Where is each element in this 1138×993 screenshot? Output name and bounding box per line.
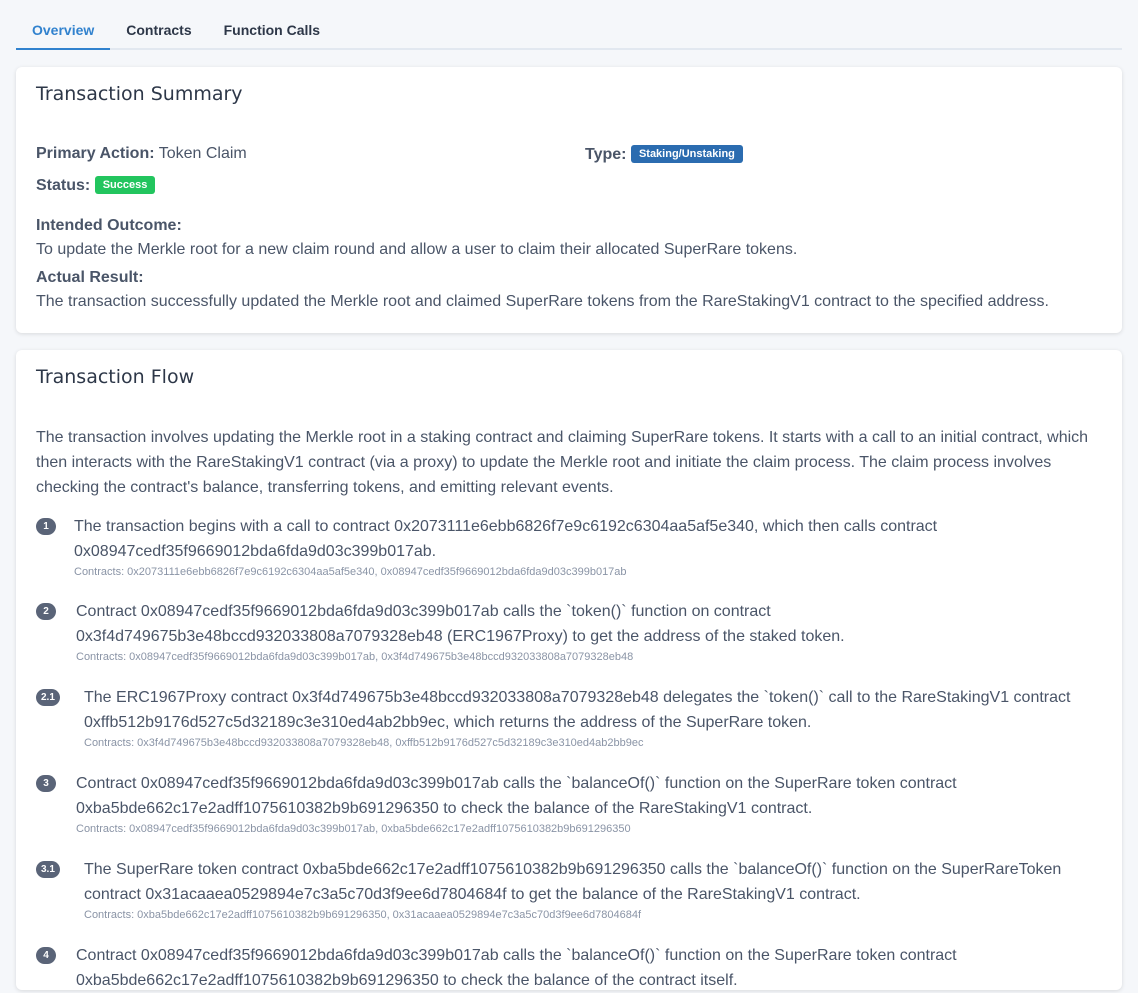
step-number-badge: 2.1	[36, 689, 60, 706]
tab-function-calls[interactable]: Function Calls	[223, 22, 321, 38]
step-text: Contract 0x08947cedf35f9669012bda6fda9d03c399b017ab calls the `token()` function on contract 0x3f4d749675b3e48bccd932033808a7079328eb48 (ERC1967Proxy) to get the address of the staked token.	[76, 603, 845, 645]
step-contracts: Contracts: 0x3f4d749675b3e48bccd932033808a7079328eb48, 0xffb512b9176d527c5d32189c3e310ed4ab2bb9ec	[84, 737, 644, 749]
summary-title: Transaction Summary	[36, 83, 243, 105]
tab-contracts[interactable]: Contracts	[126, 22, 192, 38]
flow-description: The transaction involves updating the Merkle root in a staking contract and claiming SuperRare tokens. It starts with a call to an initial contract, which then interacts with the RareStakingV1 contract (via a proxy) to update the Merkle root and initiate the claim process. The claim process involves checking the contract's balance, transferring tokens, and emitting relevant events.	[36, 429, 1089, 496]
step-text: The ERC1967Proxy contract 0x3f4d749675b3e48bccd932033808a7079328eb48 delegates the `token()` call to the RareStakingV1 contract 0xffb512b9176d527c5d32189c3e310ed4ab2bb9ec, which returns the address of the SuperRare token.	[84, 689, 1071, 731]
intended-outcome-value: To update the Merkle root for a new claim round and allow a user to claim their allocated SuperRare tokens.	[36, 241, 798, 258]
step-number-badge: 1	[36, 518, 56, 535]
step-contracts: Contracts: 0x08947cedf35f9669012bda6fda9d03c399b017ab, 0xba5bde662c17e2adff1075610382b9b691296350	[76, 823, 631, 835]
step-number-badge: 2	[36, 603, 56, 620]
transaction-summary-card	[16, 67, 1122, 333]
transaction-flow-card	[16, 350, 1122, 990]
primary-action-value: Token Claim	[158, 145, 247, 162]
actual-result-value: The transaction successfully updated the Merkle root and claimed SuperRare tokens from the RareStakingV1 contract to the specified address.	[36, 293, 1049, 310]
step-contracts: Contracts: 0x08947cedf35f9669012bda6fda9d03c399b017ab, 0x3f4d749675b3e48bccd932033808a7079328eb48	[76, 651, 634, 663]
primary-action-label: Primary Action:	[36, 145, 155, 162]
step-contracts: Contracts: 0x2073111e6ebb6826f7e9c6192c6304aa5af5e340, 0x08947cedf35f9669012bda6fda9d03c399b017ab	[74, 566, 627, 578]
tab-bar	[16, 12, 1122, 50]
flow-title: Transaction Flow	[36, 366, 195, 388]
type-row	[585, 145, 743, 164]
primary-action-row	[36, 145, 247, 163]
step-text: The transaction begins with a call to contract 0x2073111e6ebb6826f7e9c6192c6304aa5af5e340, which then calls contract 0x08947cedf35f9669012bda6fda9d03c399b017ab.	[74, 518, 938, 560]
step-number-badge: 3	[36, 775, 56, 792]
actual-result-label: Actual Result:	[36, 269, 144, 286]
status-badge: Success	[95, 176, 156, 194]
type-badge: Staking/Unstaking	[631, 145, 743, 163]
intended-outcome-label: Intended Outcome:	[36, 217, 182, 234]
tab-overview[interactable]: Overview	[16, 12, 110, 50]
step-text: The SuperRare token contract 0xba5bde662c17e2adff1075610382b9b691296350 calls the `balanceOf()` function on the SuperRareToken contract 0x31acaaea0529894e7c3a5c70d3f9ee6d7804684f to get the balance of the RareStakingV1 contract.	[84, 861, 1062, 903]
step-text: Contract 0x08947cedf35f9669012bda6fda9d03c399b017ab calls the `balanceOf()` function on the SuperRare token contract 0xba5bde662c17e2adff1075610382b9b691296350 to check the balance of the RareStakingV1 contract.	[76, 775, 957, 817]
status-row	[36, 176, 155, 195]
step-number-badge: 4	[36, 947, 56, 964]
type-label: Type:	[585, 146, 627, 163]
status-label: Status:	[36, 177, 91, 194]
step-number-badge: 3.1	[36, 861, 60, 878]
step-contracts: Contracts: 0xba5bde662c17e2adff1075610382b9b691296350, 0x31acaaea0529894e7c3a5c70d3f9ee6d7804684f	[84, 909, 642, 921]
step-text: Contract 0x08947cedf35f9669012bda6fda9d03c399b017ab calls the `balanceOf()` function on the SuperRare token contract 0xba5bde662c17e2adff1075610382b9b691296350 to check the balance of the contract itself.	[76, 947, 957, 989]
